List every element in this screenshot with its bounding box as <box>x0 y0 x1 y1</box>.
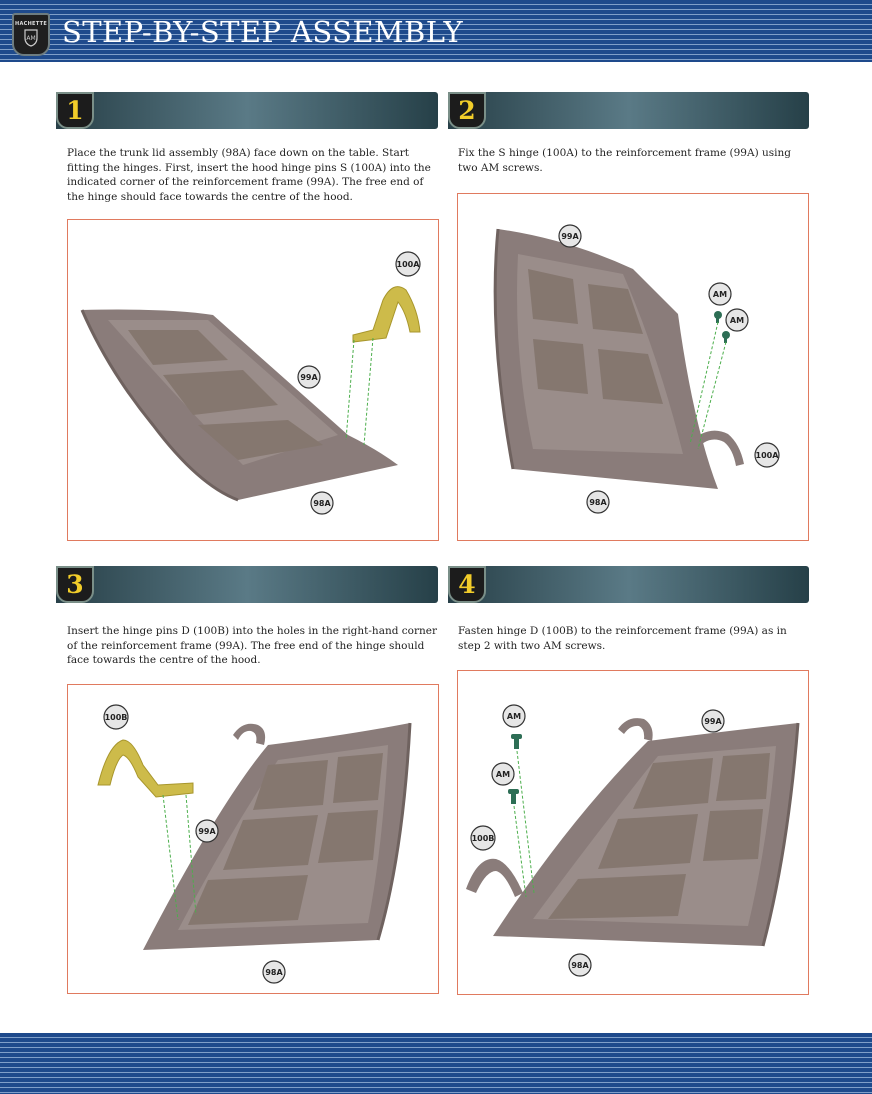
svg-text:98A: 98A <box>265 968 283 977</box>
guide-lines <box>346 338 373 445</box>
page-title: STEP-BY-STEP ASSEMBLY <box>62 15 464 49</box>
svg-text:AM: AM <box>26 35 36 42</box>
svg-text:100A: 100A <box>755 451 779 460</box>
callout-am <box>709 283 731 305</box>
step-2-instructions: Fix the S hinge (100A) to the reinforcement frame (99A) using two AM screws. <box>458 147 791 174</box>
step-2-number: 2 <box>448 92 486 129</box>
svg-text:AM: AM <box>712 290 728 299</box>
svg-text:99A: 99A <box>198 827 216 836</box>
trunk-lid-part <box>82 310 398 500</box>
shield-icon <box>23 29 39 47</box>
svg-text:99A: 99A <box>300 373 318 382</box>
svg-text:100B: 100B <box>104 713 128 722</box>
brand-logo <box>12 13 50 56</box>
svg-text:99A: 99A <box>704 717 722 726</box>
step-3-number: 3 <box>56 566 94 603</box>
svg-text:98A: 98A <box>313 499 331 508</box>
step-3-header <box>56 566 438 603</box>
trunk-lid-part <box>493 723 798 946</box>
svg-text:AM: AM <box>495 770 511 779</box>
callout-am <box>726 309 748 331</box>
step-1-instructions: Place the trunk lid assembly (98A) face down on the table. Start fitting the hinges. First, insert the hood hinge pins S (100A) into the indicated corner of the reinforcement frame (99A). The free end of the hinge should face towards the centre of the hood. <box>67 147 431 203</box>
step-4-number: 4 <box>448 566 486 603</box>
svg-text:100A: 100A <box>396 260 420 269</box>
callout-99a <box>559 225 581 247</box>
callout-100a <box>755 443 779 467</box>
callout-am <box>492 763 514 785</box>
svg-text:AM: AM <box>729 316 745 325</box>
step-1-number: 1 <box>56 92 94 129</box>
step-4-header <box>448 566 809 603</box>
step-2-illustration <box>457 193 809 541</box>
header-band <box>0 0 872 62</box>
guide-lines <box>514 751 534 897</box>
svg-text:98A: 98A <box>589 498 607 507</box>
step-2-header <box>448 92 809 129</box>
callout-am <box>503 705 525 727</box>
callout-99a <box>298 366 320 388</box>
trunk-lid-part <box>143 723 410 950</box>
callout-98a <box>263 961 285 983</box>
step-4-instructions: Fasten hinge D (100B) to the reinforcement frame (99A) as in step 2 with two AM screws. <box>458 625 787 652</box>
callout-99a <box>196 820 218 842</box>
callout-98a <box>311 492 333 514</box>
svg-text:99A: 99A <box>561 232 579 241</box>
trunk-lid-part <box>495 229 718 489</box>
svg-text:100B: 100B <box>471 834 495 843</box>
callout-99a <box>702 710 724 732</box>
step-4-illustration <box>457 670 809 995</box>
hinge-100a-part <box>353 287 420 342</box>
svg-text:98A: 98A <box>571 961 589 970</box>
step-1-illustration <box>67 219 439 541</box>
step-3-illustration <box>67 684 439 994</box>
footer-band <box>0 1033 872 1094</box>
callout-100b <box>104 705 128 729</box>
step-1-header <box>56 92 438 129</box>
brand-logo-text: HACHETTE <box>14 21 48 27</box>
step-3-instructions: Insert the hinge pins D (100B) into the holes in the right-hand corner of the reinforcement frame (99A). The free end of the hinge should face towards the centre of the hood. <box>67 625 437 667</box>
callout-98a <box>587 491 609 513</box>
callout-100a <box>396 252 420 276</box>
svg-text:AM: AM <box>506 712 522 721</box>
callout-100b <box>471 826 495 850</box>
callout-98a <box>569 954 591 976</box>
